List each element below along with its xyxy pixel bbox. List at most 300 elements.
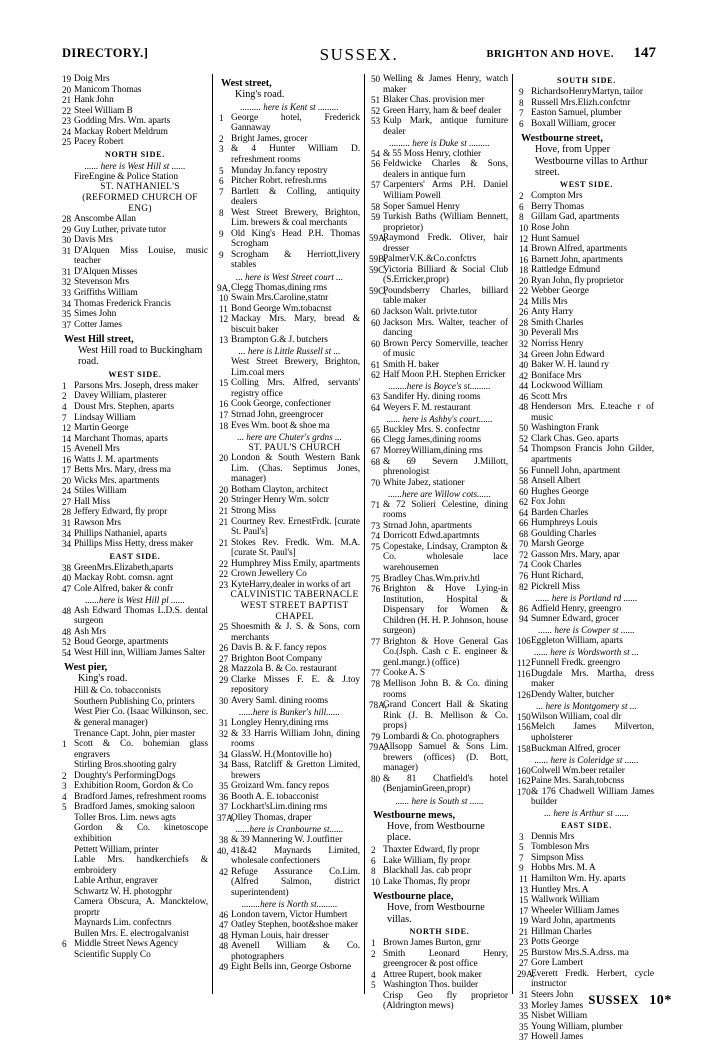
street-name: West street, — [221, 77, 272, 89]
entry-text: Green Harry, ham & beef dealer — [383, 105, 502, 116]
entry-number: 24 — [62, 486, 72, 497]
directory-entry — [219, 453, 360, 485]
entry-number: 32 — [219, 728, 229, 739]
institution-heading: CALVINISTIC TABERNACLE — [230, 590, 359, 601]
entry-number: 56 — [371, 159, 381, 170]
entry-text: & 69 Severn J.Millott, phrenologist — [383, 456, 508, 478]
street-name: West Hill street, — [64, 333, 134, 345]
directory-entry — [519, 842, 654, 853]
entry-number: 48 — [62, 605, 72, 616]
entry-number: 19 — [62, 74, 72, 84]
directory-entry — [371, 403, 508, 414]
entry-number: 77 — [371, 636, 381, 647]
entry-number: 7 — [62, 412, 67, 423]
entry-number: 20 — [219, 484, 229, 495]
entry-text: Gillam Gad, apartments — [531, 212, 620, 223]
street-description: King's road. — [78, 673, 128, 685]
directory-entry — [519, 508, 654, 519]
entry-text: Brown Alfred, apartments — [531, 244, 628, 255]
directory-entry — [219, 335, 360, 346]
entry-number: 60 — [371, 306, 381, 317]
entry-text: Brown Percy Somerville, teacher of music — [383, 338, 508, 360]
entry-text: GreenMrs.Elizabeth,aparts — [74, 562, 174, 573]
entry-number: 9 — [219, 228, 224, 239]
entry-text: D'Alquen Miss Louise, music teacher — [74, 245, 208, 267]
directory-entry — [62, 929, 208, 940]
entry-text: Exhibition Room, Gordon & Co — [74, 781, 193, 792]
entry-number: 5 — [519, 842, 524, 853]
street-description: Hove, from Westbourne villas. — [387, 902, 485, 925]
entry-text: West Pier Co. (Isaac Wilkinson, sec. & general manager) — [74, 707, 208, 728]
directory-entry — [519, 202, 654, 213]
entry-text: Munday Jn.fancy repostry — [231, 165, 328, 176]
directory-entry — [62, 897, 208, 918]
entry-number: 26 — [519, 307, 529, 318]
street-heading — [519, 133, 654, 179]
entry-text: Washington Frank — [531, 423, 599, 434]
directory-entry — [62, 781, 208, 792]
column-3 — [364, 74, 512, 1012]
entry-text: Mills Mrs — [531, 296, 568, 307]
directory-entry — [62, 707, 208, 728]
entry-text: Guy Luther, private tutor — [74, 224, 167, 235]
directory-entry — [219, 846, 360, 867]
entry-number: 29A, — [517, 968, 535, 979]
entry-number: 13 — [219, 335, 229, 346]
directory-entry — [371, 938, 508, 949]
entry-text: Lombardi & Co. photographers — [383, 731, 500, 742]
cross-reference-line: ...... here is Wordsworth st ... — [534, 647, 639, 658]
entry-text: Godding Mrs. Wm. aparts — [74, 116, 171, 127]
directory-entry — [371, 307, 508, 318]
directory-entry — [371, 106, 508, 117]
directory-entry — [519, 423, 654, 434]
directory-entry — [519, 539, 654, 550]
entry-text: & 55 Moss Henry, clothier — [383, 148, 482, 159]
entry-text: Wilson William, coal dlr — [531, 711, 622, 722]
directory-entry — [62, 85, 208, 96]
entry-number: 23 — [519, 937, 529, 948]
directory-entry — [62, 539, 208, 550]
entry-text: Groizard Wm. fancy repos — [231, 781, 329, 792]
running-head-right: BRIGHTON AND HOVE. — [486, 49, 614, 60]
entry-text: Cooke A. S — [383, 668, 426, 679]
directory-entry — [62, 792, 208, 803]
entry-number: 48 — [219, 941, 229, 952]
entry-text: Anscombe Allan — [74, 214, 136, 225]
entry-number: 77 — [371, 668, 381, 679]
entry-text: Rose John — [531, 222, 570, 233]
entry-text: Smith H. baker — [383, 359, 439, 370]
entry-number: 16 — [219, 399, 229, 410]
entry-text: Baker W. H. laund ry — [531, 360, 609, 371]
entry-text: Ansell Albert — [531, 476, 581, 487]
entry-number: 19 — [519, 916, 529, 927]
directory-entry — [219, 378, 360, 399]
side-label: NORTH SIDE. — [409, 927, 470, 937]
entry-text: Henderson Mrs. E.teache r of music — [531, 402, 654, 423]
column-2 — [212, 74, 364, 994]
entry-number: 25 — [62, 137, 72, 148]
entry-text: Dennis Mrs — [531, 831, 575, 842]
directory-entry — [62, 106, 208, 117]
entry-text: Strnad John, greengrocer — [231, 410, 324, 421]
entry-number: 79A, — [369, 742, 387, 753]
entry-text: Lable Mrs. handkerchiefs & embroidery — [74, 855, 208, 876]
entry-text: Dugdale Mrs. Martha, dress maker — [531, 668, 654, 690]
entry-number: 28 — [219, 664, 229, 675]
entry-text: Crown Jewellery Co — [231, 569, 307, 580]
entry-number: 17 — [62, 465, 72, 476]
entry-number: 61 — [371, 359, 381, 370]
entry-text: Gasson Mrs. Mary, apar — [531, 549, 620, 560]
directory-entry — [62, 950, 208, 961]
directory-entry — [519, 487, 654, 498]
entry-text: Howell James — [531, 1032, 584, 1043]
entry-number: 37 — [62, 319, 72, 330]
entry-number: 106 — [517, 636, 531, 647]
entry-number: 64 — [519, 507, 529, 518]
entry-text: Nisbet William — [531, 1011, 588, 1022]
entry-number: 7 — [519, 108, 524, 119]
entry-text: Schwartz W. H. photogphr — [74, 886, 172, 897]
footer-signature: 10* — [649, 993, 672, 1008]
directory-entry — [62, 573, 208, 584]
entry-text: Brown James Burton, grnr — [383, 938, 481, 949]
entry-text: London tavern, Victor Humbert — [231, 909, 348, 920]
entry-number: 51 — [371, 95, 381, 106]
directory-entry — [219, 675, 360, 696]
entry-text: Kulp Mark, antique furniture dealer — [383, 116, 508, 137]
entry-number: 94 — [519, 614, 529, 625]
cross-reference-line: ......here are Willow cots...... — [388, 488, 491, 499]
entry-text: Hall Miss — [74, 496, 111, 507]
entry-text: Martin George — [74, 423, 129, 434]
directory-entry — [371, 679, 508, 700]
directory-entry — [62, 95, 208, 106]
directory-entry — [371, 265, 508, 286]
entry-number: 36 — [219, 791, 229, 802]
entry-text: Mackay Robert Meldrum — [74, 126, 168, 137]
entry-text: Dendy Walter, butcher — [531, 689, 614, 700]
entry-number: 158 — [517, 743, 531, 754]
running-head-left: DIRECTORY.] — [62, 46, 149, 60]
directory-entry — [371, 991, 508, 1012]
entry-number: 11 — [219, 303, 228, 314]
directory-entry — [219, 113, 360, 134]
entry-number: 68 — [519, 528, 529, 539]
directory-entry — [519, 286, 654, 297]
entry-text: Thaxter Edward, fly propr — [383, 845, 480, 856]
entry-text: Allsopp Samuel & Sons Lim. brewers (offices) (D. Bott, manager) — [383, 742, 508, 774]
entry-text: West Street Brewery, Brighton, Lim.coal mers — [231, 357, 360, 378]
directory-entry — [219, 729, 360, 750]
entry-text: Southern Publishing Co, printers — [74, 696, 195, 707]
directory-entry — [62, 444, 208, 455]
directory-entry — [519, 444, 654, 465]
entry-number: 2 — [519, 191, 524, 202]
entry-text: Camera Obscura, A. Mancktelow, proprtr — [74, 897, 208, 918]
cross-reference-line: ........here is North st......... — [241, 898, 338, 909]
directory-entry — [62, 729, 208, 740]
entry-number: 73 — [371, 520, 381, 531]
entry-text: Brampton G.& J. butchers — [231, 335, 328, 346]
directory-entry — [371, 845, 508, 856]
street-name: Westbourne place, — [373, 890, 454, 902]
directory-entry — [62, 277, 208, 288]
directory-entry — [371, 500, 508, 521]
entry-number: 49 — [219, 962, 229, 973]
entry-number: 71 — [371, 499, 381, 510]
entry-text: Doig Mrs — [74, 74, 110, 84]
entry-text: Barnett John, apartments — [531, 254, 623, 265]
directory-entry — [219, 931, 360, 942]
institution-heading: ST. PAUL'S CHURCH — [248, 442, 341, 453]
entry-text: Stevenson Mrs — [74, 277, 130, 288]
directory-entry — [371, 774, 508, 795]
entry-text: Clegg Thomas,dining rms — [231, 282, 327, 293]
entry-text: West Street Brewery, Brighton, Lim. brewers & coal merchants — [231, 207, 360, 229]
entry-text: Jeffery Edward, fly propr — [74, 507, 168, 518]
entry-text: Watts J. M. apartments — [74, 454, 159, 465]
directory-entry — [62, 855, 208, 876]
cross-reference-line: ... here is Little Russell st ... — [238, 346, 341, 357]
cross-reference-line: ......... here is Kent st ......... — [240, 101, 339, 112]
entry-text: Clark Chas. Geo. aparts — [531, 433, 619, 444]
directory-entry — [519, 1022, 654, 1033]
entry-text: Hillman Charles — [531, 926, 592, 937]
entry-number: 86 — [519, 603, 529, 614]
entry-number: 27 — [219, 653, 229, 664]
directory-entry — [62, 563, 208, 574]
entry-text: Hyman Louis, hair dresser — [231, 930, 329, 941]
entry-text: Jackson Walt. privte.tutor — [383, 306, 478, 317]
entry-text: George hotel, Frederick Gannaway — [231, 112, 360, 134]
directory-entry — [62, 845, 208, 856]
entry-number: 35 — [219, 781, 229, 792]
entry-text: Stringer Henry Wm. solctr — [231, 495, 329, 506]
directory-entry — [519, 392, 654, 403]
directory-entry — [62, 476, 208, 487]
entry-number: 162 — [517, 776, 531, 787]
directory-entry — [519, 1011, 654, 1022]
entry-number: 10 — [219, 293, 229, 304]
entry-number: 17 — [219, 410, 229, 421]
entry-text: Refuge Assurance Co.Lim. (Alfred Salmon, district superintendent) — [231, 866, 360, 898]
entry-number: 8 — [519, 97, 524, 108]
entry-text: Scott & Co. bohemian glass engravers — [74, 739, 208, 760]
entry-number: 34 — [62, 298, 72, 309]
entry-text: Easton Samuel, plumber — [531, 108, 622, 119]
entry-text: Blackhall Jas. cab propr — [383, 866, 472, 877]
entry-text: Norriss Henry — [531, 338, 584, 349]
entry-number: 4 — [62, 791, 67, 802]
entry-number: 35 — [62, 309, 72, 320]
entry-number: 20 — [219, 453, 229, 464]
running-head-title: SUSSEX. — [319, 45, 399, 64]
directory-entry — [371, 360, 508, 371]
entry-number: 62 — [519, 497, 529, 508]
entry-number: 5 — [62, 802, 67, 813]
entry-number: 50 — [371, 74, 381, 84]
directory-entry — [219, 314, 360, 335]
entry-text: Old King's Head P.H. Thomas Scrogham — [231, 228, 360, 250]
directory-entry — [519, 958, 654, 969]
entry-number: 27 — [519, 958, 529, 969]
institution-heading: ST. NATHANIEL'S (REFORMED CHURCH OF ENG) — [82, 182, 198, 214]
directory-entry — [519, 582, 654, 593]
directory-entry — [62, 137, 208, 148]
cross-reference-line: ... here is Arthur st ...... — [544, 808, 629, 819]
directory-entry — [62, 918, 208, 929]
directory-entry — [519, 604, 654, 615]
directory-entry — [62, 637, 208, 648]
entry-text: Pitcher Robrt. refresh.rms — [231, 176, 327, 187]
entry-text: Peverall Mrs — [531, 328, 579, 339]
directory-entry — [371, 254, 508, 265]
entry-number: 15 — [62, 444, 72, 455]
directory-entry — [371, 856, 508, 867]
entry-text: Gordon & Co. kinetoscope exhibition — [74, 823, 208, 844]
directory-entry — [62, 497, 208, 508]
entry-number: 37 — [519, 1032, 529, 1043]
directory-entry — [62, 939, 208, 950]
entry-text: Strong Miss — [231, 505, 276, 516]
entry-text: Stokes Rev. Fredk. Wm. M.A. [curate St. Paul's] — [231, 537, 360, 559]
entry-text: Bright James, grocer — [231, 133, 308, 144]
entry-text: Webber George — [531, 286, 589, 297]
entry-text: Humphrey Miss Emily, apartments — [231, 558, 360, 569]
directory-entry — [519, 863, 654, 874]
entry-number: 4 — [62, 401, 67, 412]
entry-text: Strnad John, apartments — [383, 520, 472, 531]
entry-text: Tombleson Mrs — [531, 842, 590, 853]
directory-entry — [219, 718, 360, 729]
entry-number: 6 — [519, 201, 524, 212]
entry-number: 44 — [519, 381, 529, 392]
entry-number: 38 — [219, 834, 229, 845]
entry-text: Davis Mrs — [74, 235, 113, 246]
directory-entry — [519, 560, 654, 571]
street-heading — [219, 78, 360, 101]
directory-entry — [519, 255, 654, 266]
entry-text: RichardsoHenryMartyn, tailor — [531, 87, 643, 97]
directory-entry — [519, 108, 654, 119]
directory-entry — [62, 288, 208, 299]
directory-entry — [371, 668, 508, 679]
entry-number: 74 — [519, 560, 529, 571]
entry-number: 56 — [519, 465, 529, 476]
street-name: West pier, — [64, 662, 108, 674]
entry-number: 24 — [62, 126, 72, 137]
entry-number: 18 — [519, 265, 529, 276]
directory-entry — [519, 776, 654, 787]
entry-number: 1 — [219, 112, 224, 123]
directory-entry — [219, 696, 360, 707]
directory-entry — [519, 476, 654, 487]
directory-entry — [519, 744, 654, 755]
directory-entry — [219, 941, 360, 962]
entry-number: 50 — [519, 423, 529, 434]
entry-text: Dorricott Edwd.apartmnts — [383, 531, 480, 542]
entry-number: 1 — [62, 739, 67, 750]
entry-text: Steel William B — [74, 105, 133, 116]
entry-text: & 39 Mannering W. J.outfitter — [231, 834, 343, 845]
entry-text: Boud George, apartments — [74, 637, 169, 648]
entry-text: Soper Samuel Henry — [383, 201, 460, 212]
entry-text: Lable Arthur, engraver — [74, 876, 158, 887]
directory-entry — [371, 521, 508, 532]
directory-entry — [519, 550, 654, 561]
entry-number: 52 — [371, 105, 381, 116]
directory-entry — [219, 293, 360, 304]
directory-entry — [519, 712, 654, 723]
directory-entry — [219, 283, 360, 294]
entry-number: 20 — [62, 475, 72, 486]
directory-entry — [519, 265, 654, 276]
entry-number: 30 — [219, 695, 229, 706]
entry-number: 65 — [371, 424, 381, 435]
entry-number: 150 — [517, 711, 531, 722]
entry-number: 27 — [62, 496, 72, 507]
entry-text: Pettett William, printer — [74, 844, 159, 855]
entry-number: 25 — [519, 947, 529, 958]
directory-entry — [62, 381, 208, 392]
entry-number: 54 — [62, 647, 72, 658]
entry-text: Smith Leonard Henry, greengrocer & post office — [383, 948, 508, 970]
cross-reference-line: ......here is West Hill pl ...... — [85, 594, 185, 605]
entry-text: Olley Thomas, draper — [231, 812, 312, 823]
entry-text: D'Alquen Misses — [74, 266, 138, 277]
entry-text: Middle Street News Agency — [74, 939, 179, 950]
side-label: NORTH SIDE. — [104, 149, 166, 159]
directory-entry — [519, 360, 654, 371]
entry-number: 23 — [62, 116, 72, 127]
side-label: SOUTH SIDE. — [557, 76, 616, 85]
directory-entry — [519, 766, 654, 777]
entry-text: Pacey Robert — [74, 137, 124, 148]
cross-reference-line: ... here is Montgomery st ... — [536, 700, 637, 711]
directory-entry — [519, 466, 654, 477]
entry-number: 7 — [519, 852, 524, 863]
directory-entry — [62, 887, 208, 898]
entry-number: 8 — [371, 866, 376, 877]
running-head — [62, 46, 656, 68]
entry-text: Rawson Mrs — [74, 518, 121, 528]
entry-number: 2 — [371, 845, 376, 856]
street-description: King's road. — [235, 88, 285, 100]
directory-entry — [219, 559, 360, 570]
entry-text: London & South Western Bank Lim. (Chas. Septimus Jones, manager) — [231, 453, 360, 485]
entry-number: 52 — [62, 637, 72, 648]
entry-number: 21 — [219, 505, 229, 516]
entry-number: 22 — [62, 105, 72, 116]
directory-entry — [519, 669, 654, 690]
directory-entry — [219, 399, 360, 410]
entry-number: 58 — [519, 476, 529, 487]
entry-number: 75 — [371, 573, 381, 584]
directory-entry — [219, 760, 360, 781]
directory-entry — [62, 391, 208, 402]
entry-text: Paine Mrs. Sarah,tobcnss — [531, 776, 625, 787]
directory-entry — [62, 876, 208, 887]
directory-entry — [219, 781, 360, 792]
entry-text: Funnell John, apartment — [531, 465, 621, 476]
entry-text: Shoesmith & J. S. & Sons, corn merchants — [231, 622, 360, 643]
entry-text: Trenance Capt. John, pier master — [74, 728, 196, 739]
directory-entry — [62, 486, 208, 497]
directory-entry — [371, 212, 508, 233]
